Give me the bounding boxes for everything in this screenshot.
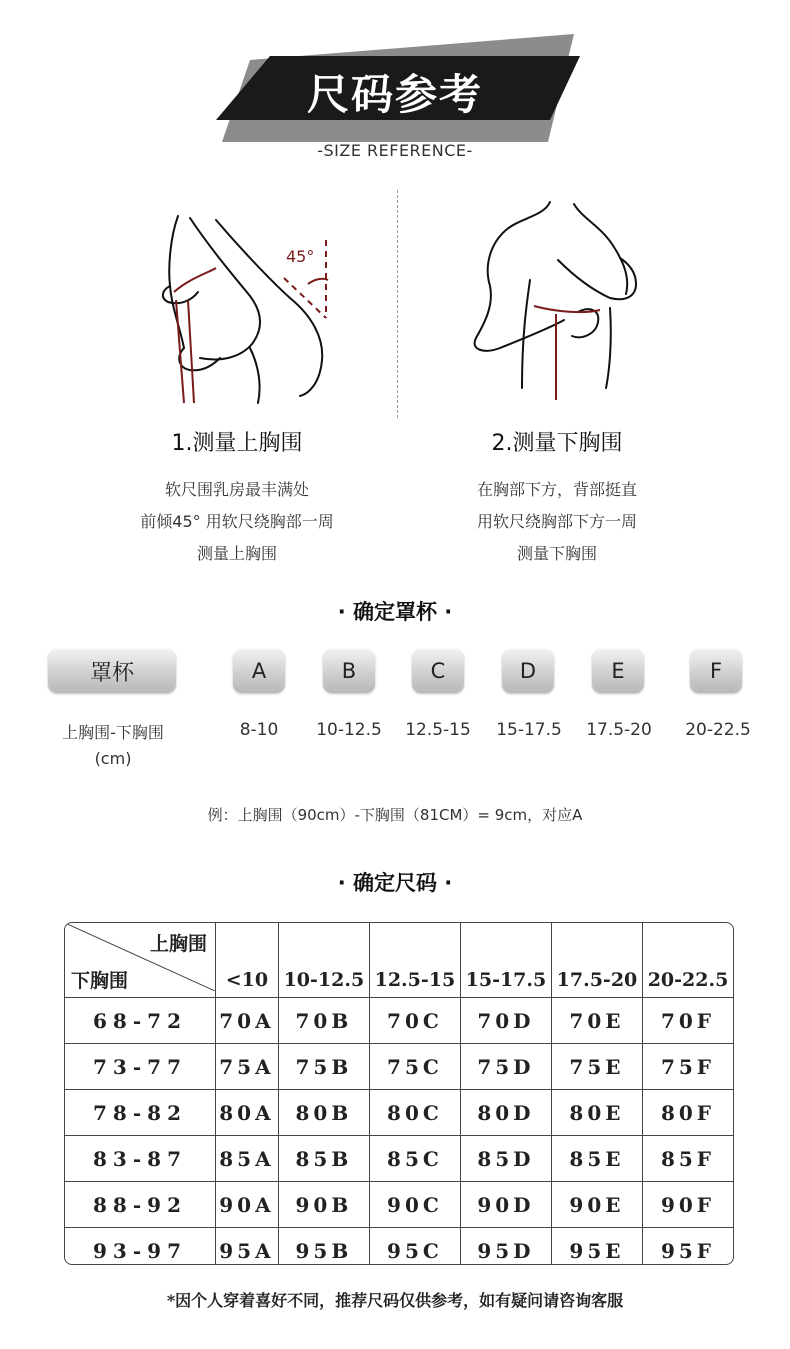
cup-difference-label-line: 上胸围-下胸围 (62, 723, 164, 742)
cup-letter-f: F (690, 649, 742, 693)
size-cell: 95B (278, 1228, 369, 1266)
table-row (65, 1136, 733, 1182)
column-header: 10-12.5 (278, 923, 369, 998)
step1-description (87, 474, 387, 570)
cup-letter-e: E (592, 649, 644, 693)
cup-range-c: 12.5-15 (405, 720, 471, 740)
size-table-header-row (65, 923, 733, 998)
size-cell: 80F (642, 1090, 733, 1136)
cup-letter-c: C (412, 649, 464, 693)
size-cell: 95E (551, 1228, 642, 1266)
cup-range-e: 17.5-20 (586, 720, 652, 740)
cup-range-d: 15-17.5 (496, 720, 562, 740)
size-cell: 95F (642, 1228, 733, 1266)
size-cell: 80A (216, 1090, 279, 1136)
step2-description (407, 474, 707, 570)
table-row (65, 1182, 733, 1228)
corner-upper-bust-label: 上胸围 (149, 933, 207, 955)
column-header: 12.5-15 (369, 923, 460, 998)
under-bust-illustration (460, 188, 660, 408)
upper-bust-illustration (140, 188, 350, 418)
cup-letter-b: B (323, 649, 375, 693)
corner-under-bust-label: 下胸围 (71, 970, 129, 992)
step1-title: 1.测量上胸围 (171, 431, 303, 456)
size-table (64, 922, 734, 1265)
size-cell: 70C (369, 998, 460, 1044)
size-cell: 90C (369, 1182, 460, 1228)
size-cell: 85C (369, 1136, 460, 1182)
step1-line: 软尺围乳房最丰满处 (164, 480, 309, 499)
angle-label: 45° (286, 247, 315, 266)
cup-difference-label (48, 720, 178, 772)
size-cell: 75D (460, 1044, 551, 1090)
size-cell: 90E (551, 1182, 642, 1228)
size-cell: 90F (642, 1182, 733, 1228)
page-title: 尺码参考 (306, 70, 483, 119)
table-row (65, 1044, 733, 1090)
cup-section-heading: · 确定罩杯 · (337, 600, 453, 624)
size-cell: 70A (216, 998, 279, 1044)
row-label: 68-72 (65, 998, 216, 1044)
size-cell: 75E (551, 1044, 642, 1090)
size-cell: 85E (551, 1136, 642, 1182)
size-cell: 95A (216, 1228, 279, 1266)
size-cell: 70F (642, 998, 733, 1044)
row-label: 83-87 (65, 1136, 216, 1182)
size-cell: 85A (216, 1136, 279, 1182)
size-cell: 85F (642, 1136, 733, 1182)
size-cell: 75C (369, 1044, 460, 1090)
row-label: 93-97 (65, 1228, 216, 1266)
size-cell: 75A (216, 1044, 279, 1090)
row-label: 88-92 (65, 1182, 216, 1228)
column-header: 17.5-20 (551, 923, 642, 998)
step2-title: 2.测量下胸围 (491, 431, 623, 456)
footnote: *因个人穿着喜好不同，推荐尺码仅供参考，如有疑问请咨询客服 (166, 1291, 624, 1310)
size-section-heading: · 确定尺码 · (337, 871, 453, 895)
size-table-corner (65, 923, 216, 998)
row-label: 78-82 (65, 1090, 216, 1136)
column-header: 15-17.5 (460, 923, 551, 998)
size-cell: 80D (460, 1090, 551, 1136)
size-cell: 75B (278, 1044, 369, 1090)
cup-difference-unit: (cm) (94, 749, 132, 768)
table-row (65, 998, 733, 1044)
size-cell: 70D (460, 998, 551, 1044)
size-cell: 85D (460, 1136, 551, 1182)
size-cell: 70B (278, 998, 369, 1044)
size-cell: 80B (278, 1090, 369, 1136)
step2-line: 测量下胸围 (516, 544, 597, 563)
row-label: 73-77 (65, 1044, 216, 1090)
size-cell: 90D (460, 1182, 551, 1228)
cup-letter-a: A (233, 649, 285, 693)
table-row (65, 1228, 733, 1266)
table-row (65, 1090, 733, 1136)
size-cell: 80C (369, 1090, 460, 1136)
step2-line: 用软尺绕胸部下方一周 (476, 512, 637, 531)
cup-range-a: 8-10 (239, 720, 279, 740)
size-cell: 95D (460, 1228, 551, 1266)
size-cell: 90B (278, 1182, 369, 1228)
cup-letter-d: D (502, 649, 554, 693)
size-cell: 95C (369, 1228, 460, 1266)
size-cell: 70E (551, 998, 642, 1044)
cup-range-f: 20-22.5 (685, 720, 751, 740)
size-cell: 80E (551, 1090, 642, 1136)
page-subtitle: -SIZE REFERENCE- (317, 141, 473, 160)
column-header: 20-22.5 (642, 923, 733, 998)
cup-example: 例：上胸围（90cm）-下胸围（81CM）= 9cm，对应A (207, 806, 583, 824)
cup-label-pill: 罩杯 (48, 649, 176, 693)
size-cell: 75F (642, 1044, 733, 1090)
step1-line: 前倾45° 用软尺绕胸部一周 (140, 512, 334, 531)
cup-range-b: 10-12.5 (316, 720, 382, 740)
center-divider (397, 190, 398, 418)
step1-line: 测量上胸围 (196, 544, 277, 563)
size-cell: 90A (216, 1182, 279, 1228)
step2-line: 在胸部下方，背部挺直 (476, 480, 637, 499)
column-header: <10 (216, 923, 279, 998)
size-cell: 85B (278, 1136, 369, 1182)
